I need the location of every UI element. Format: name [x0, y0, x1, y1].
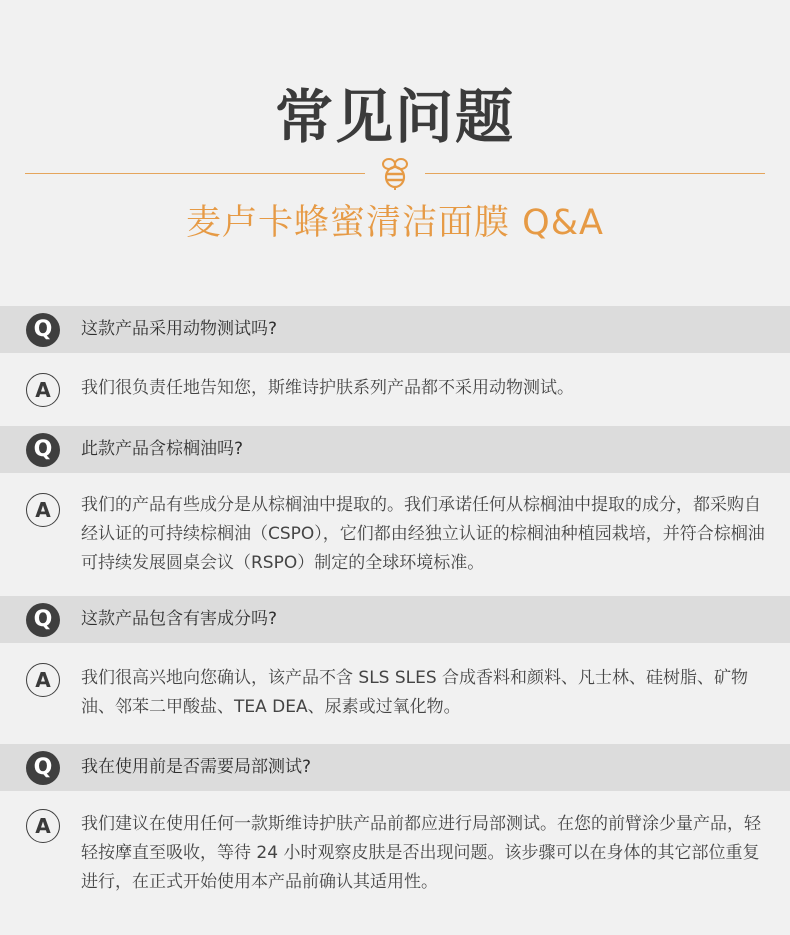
faq-answer: 我们很高兴地向您确认，该产品不含 SLS SLES 合成香料和颜料、凡士林、硅树脂、矿物油、邻苯二甲酸盐、TEA DEA、尿素或过氧化物。 [81, 668, 749, 717]
divider-right [425, 173, 765, 174]
a-badge-icon: A [26, 809, 60, 843]
q-badge-icon: Q [26, 603, 60, 637]
faq-question: 这款产品采用动物测试吗? [81, 319, 278, 339]
faq-answer: 我们的产品有些成分是从棕榈油中提取的。我们承诺任何从棕榈油中提取的成分，都采购自经认证的可持续棕榈油（CSPO），它们都由经独立认证的棕榈油种植园栽培，并符合棕榈油可持续发展圆桌会议（RSPO）制定的全球环境标准。 [81, 495, 765, 573]
page-header [0, 0, 790, 300]
faq-answer: 我们建议在使用任何一款斯维诗护肤产品前都应进行局部测试。在您的前臂涂少量产品，轻轻按摩直至吸收，等待 24 小时观察皮肤是否出现问题。该步骤可以在身体的其它部位重复进行，在正式开始使用本产品前确认其适用性。 [81, 814, 761, 892]
faq-question: 此款产品含棕榈油吗? [81, 439, 244, 459]
divider-left [25, 173, 365, 174]
q-badge-icon: Q [26, 751, 60, 785]
faq-question-row [0, 306, 790, 353]
faq-question: 这款产品包含有害成分吗? [81, 609, 278, 629]
a-badge-icon: A [26, 663, 60, 697]
page-subtitle: 麦卢卡蜂蜜清洁面膜 Q&A [186, 203, 604, 243]
q-badge-icon: Q [26, 313, 60, 347]
page-title: 常见问题 [274, 83, 515, 151]
faq-question: 我在使用前是否需要局部测试? [81, 757, 312, 777]
faq-answer: 我们很负责任地告知您，斯维诗护肤系列产品都不采用动物测试。 [81, 378, 574, 398]
faq-question-row [0, 596, 790, 643]
a-badge-icon: A [26, 493, 60, 527]
faq-question-row [0, 744, 790, 791]
faq-question-row [0, 426, 790, 473]
q-badge-icon: Q [26, 433, 60, 467]
bee-icon [377, 155, 413, 191]
a-badge-icon: A [26, 373, 60, 407]
